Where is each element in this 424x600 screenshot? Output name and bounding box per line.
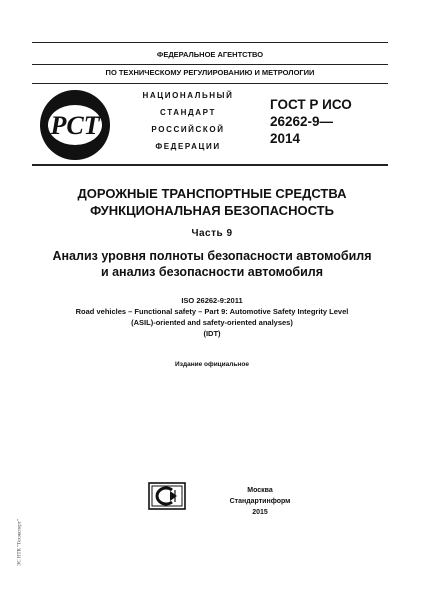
document-title-line-2: ФУНКЦИОНАЛЬНАЯ БЕЗОПАСНОСТЬ xyxy=(90,203,334,218)
gost-designation-line-3: 2014 xyxy=(270,131,301,146)
standartinform-logo-icon xyxy=(148,482,186,510)
publisher-name: Стандартинформ xyxy=(229,498,291,505)
standard-type-line-2: СТАНДАРТ xyxy=(160,108,216,117)
rst-gost-emblem-icon xyxy=(38,88,112,162)
side-watermark-text: ЭС НТК "Техэксперт" xyxy=(17,519,23,566)
publisher-year: 2015 xyxy=(252,509,268,516)
standard-block-bottom-rule xyxy=(32,164,388,166)
standard-type-line-1: НАЦИОНАЛЬНЫЙ xyxy=(142,91,234,100)
iso-equivalence: (IDT) xyxy=(203,329,221,338)
gost-designation-line-2: 26262-9— xyxy=(270,114,334,129)
agency-divider xyxy=(32,64,388,65)
iso-english-title-line-1: Road vehicles – Functional safety – Part 9: Automotive Safety Integrity Level xyxy=(75,307,349,316)
standard-type-line-3: РОССИЙСКОЙ xyxy=(151,125,225,134)
agency-line-2: ПО ТЕХНИЧЕСКОМУ РЕГУЛИРОВАНИЮ И МЕТРОЛОГИИ xyxy=(105,68,315,77)
edition-label: Издание официальное xyxy=(175,361,249,368)
standard-type-line-4: ФЕДЕРАЦИИ xyxy=(155,142,221,151)
document-part: Часть 9 xyxy=(191,228,233,239)
svg-text:PCT: PCT xyxy=(50,111,100,140)
publisher-city: Москва xyxy=(247,487,273,494)
gost-designation-line-1: ГОСТ Р ИСО xyxy=(270,97,352,112)
iso-english-title-line-2: (ASIL)-oriented and safety-oriented analyses) xyxy=(131,318,293,327)
document-subtitle-line-1: Анализ уровня полноты безопасности автомобиля xyxy=(52,249,372,263)
agency-line-1: ФЕДЕРАЛЬНОЕ АГЕНТСТВО xyxy=(156,50,264,59)
document-subtitle-line-2: и анализ безопасности автомобиля xyxy=(100,265,324,279)
top-rule xyxy=(32,42,388,43)
iso-number: ISO 26262-9:2011 xyxy=(181,296,243,305)
document-title-line-1: ДОРОЖНЫЕ ТРАНСПОРТНЫЕ СРЕДСТВА xyxy=(77,186,347,201)
header-bottom-rule xyxy=(32,83,388,84)
